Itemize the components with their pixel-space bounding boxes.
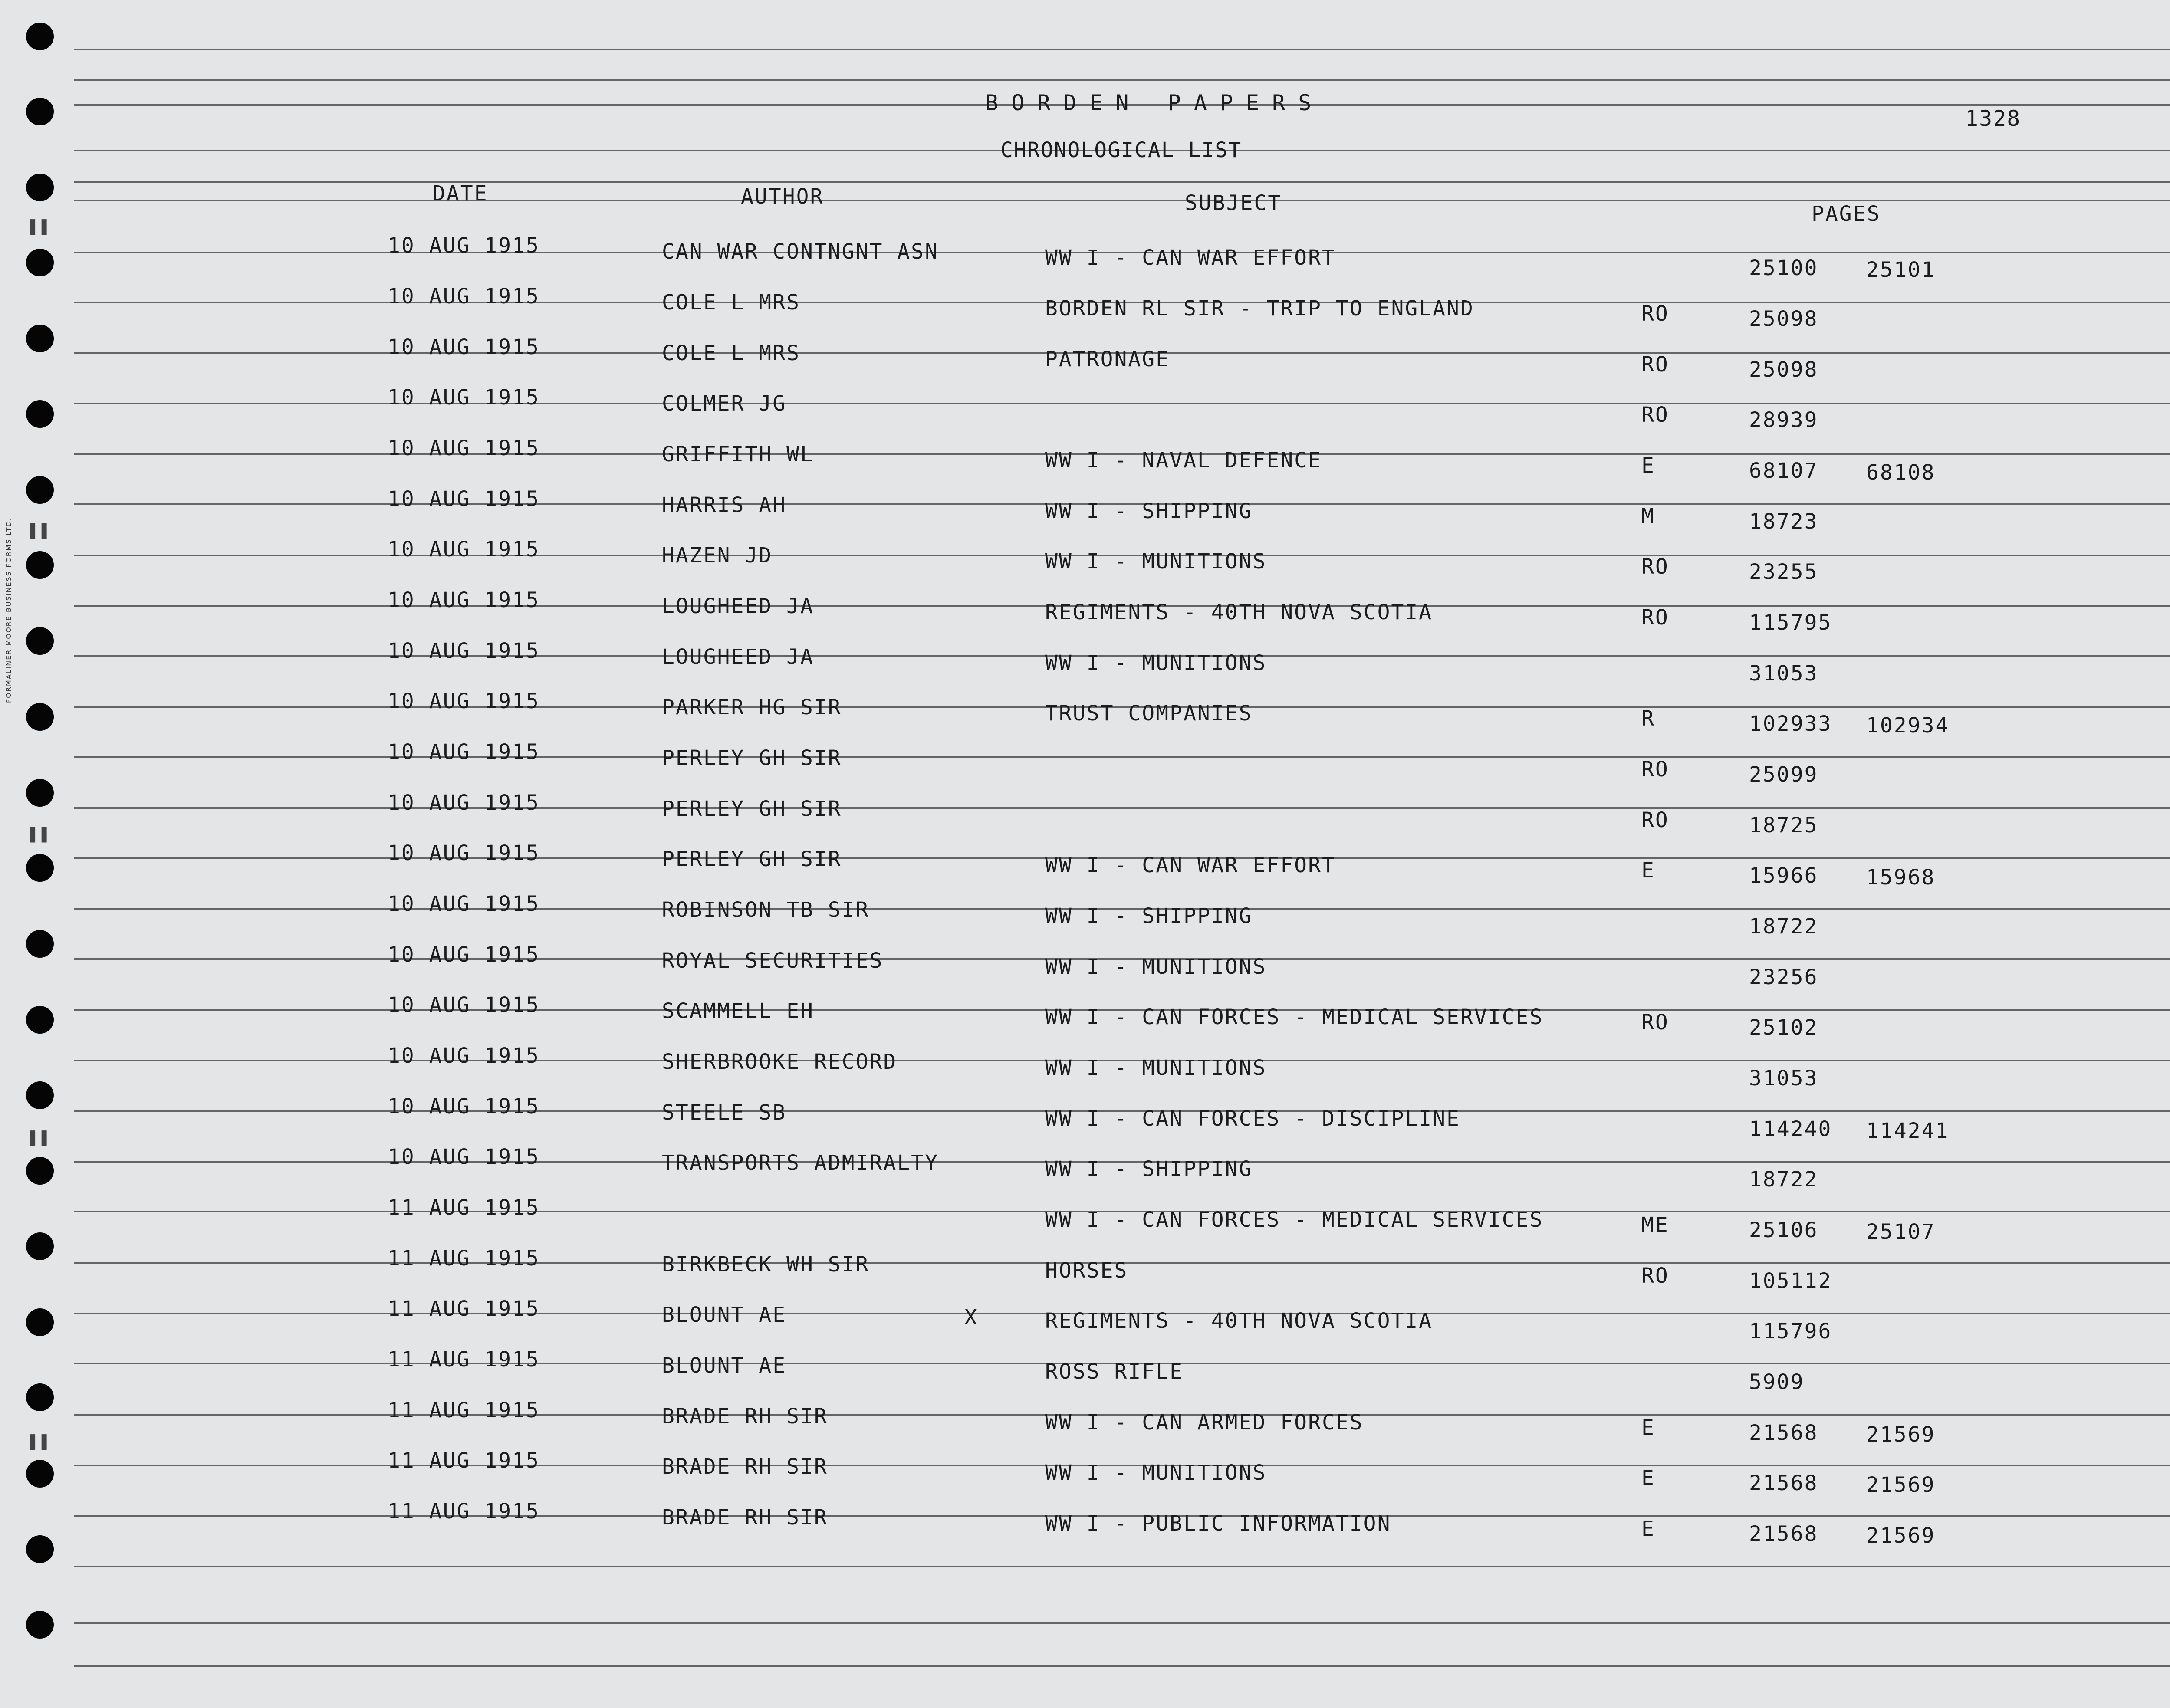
table-row: [0, 736, 2170, 787]
row-author: HARRIS AH: [662, 493, 787, 517]
rule-line: [74, 181, 2170, 183]
row-author: BRADE RH SIR: [662, 1505, 828, 1530]
document-subtitle: CHRONOLOGICAL LIST: [1000, 138, 1242, 162]
row-code: E: [1641, 453, 1655, 478]
row-date: 11 AUG 1915: [388, 1499, 540, 1524]
row-subject: WW I - MUNITIONS: [1045, 651, 1267, 675]
tractor-hole: [26, 98, 54, 125]
row-author: ROYAL SECURITIES: [662, 949, 884, 973]
row-author: SCAMMELL EH: [662, 999, 814, 1023]
row-subject: WW I - CAN ARMED FORCES: [1045, 1410, 1364, 1435]
row-page-start: 105112: [1749, 1269, 1832, 1293]
document-title: BORDEN PAPERS: [985, 90, 1325, 115]
row-author: BLOUNT AE: [662, 1303, 787, 1327]
row-author: TRANSPORTS ADMIRALTY: [662, 1151, 939, 1175]
table-row: [0, 685, 2170, 736]
row-author: COLE L MRS: [662, 290, 800, 315]
row-subject: BORDEN RL SIR - TRIP TO ENGLAND: [1045, 296, 1474, 321]
row-page-start: 102933: [1749, 712, 1832, 736]
table-row: [0, 1140, 2170, 1192]
row-page-start: 31053: [1749, 1066, 1818, 1090]
row-date: 10 AUG 1915: [388, 689, 540, 713]
perforation-mark: ❚❚: [27, 519, 50, 541]
row-page-end: 21569: [1866, 1473, 1936, 1497]
row-page-start: 25098: [1749, 358, 1818, 382]
row-subject: WW I - CAN FORCES - MEDICAL SERVICES: [1045, 1005, 1544, 1029]
row-page-end: 102934: [1866, 713, 1950, 738]
row-code: RO: [1641, 352, 1669, 377]
table-row: [0, 483, 2170, 534]
column-header-author: AUTHOR: [741, 184, 824, 209]
row-subject: ROSS RIFLE: [1045, 1360, 1184, 1384]
row-page-end: 114241: [1866, 1119, 1950, 1143]
row-code: ME: [1641, 1213, 1669, 1237]
row-page-start: 25102: [1749, 1015, 1818, 1040]
rule-line: [74, 1566, 2170, 1567]
row-page-start: 21568: [1749, 1471, 1818, 1495]
rule-line: [74, 1622, 2170, 1624]
row-date: 10 AUG 1915: [388, 436, 540, 460]
row-date: 10 AUG 1915: [388, 993, 540, 1017]
perforation-mark: ❚❚: [27, 1126, 50, 1148]
row-code: RO: [1641, 808, 1669, 832]
row-date: 10 AUG 1915: [388, 1094, 540, 1119]
row-code: RO: [1641, 757, 1669, 782]
row-author: LOUGHEED JA: [662, 594, 814, 618]
table-row: [0, 837, 2170, 888]
row-page-start: 25106: [1749, 1218, 1818, 1242]
table-row: [0, 280, 2170, 331]
row-code: E: [1641, 1416, 1655, 1440]
row-author: COLE L MRS: [662, 341, 800, 365]
table-row: [0, 533, 2170, 584]
row-date: 10 AUG 1915: [388, 791, 540, 815]
row-page-start: 18723: [1749, 509, 1818, 534]
row-page-end: 25101: [1866, 258, 1936, 282]
row-page-end: 21569: [1866, 1524, 1936, 1548]
row-page-start: 31053: [1749, 661, 1818, 686]
row-date: 10 AUG 1915: [388, 740, 540, 764]
row-page-end: 21569: [1866, 1422, 1936, 1447]
table-row: [0, 1090, 2170, 1141]
row-date: 10 AUG 1915: [388, 1044, 540, 1068]
row-page-start: 15966: [1749, 864, 1818, 888]
table-row: [0, 1444, 2170, 1495]
row-code: RO: [1641, 1264, 1669, 1288]
row-page-start: 23256: [1749, 965, 1818, 989]
tractor-hole: [26, 174, 54, 201]
row-date: 11 AUG 1915: [388, 1347, 540, 1372]
row-code: E: [1641, 1466, 1655, 1490]
row-page-end: 15968: [1866, 865, 1936, 890]
row-page-start: 115795: [1749, 611, 1832, 635]
row-date: 11 AUG 1915: [388, 1246, 540, 1271]
row-author: PERLEY GH SIR: [662, 797, 842, 821]
row-author: BRADE RH SIR: [662, 1404, 828, 1429]
row-date: 10 AUG 1915: [388, 284, 540, 309]
rule-line: [74, 49, 2170, 50]
row-code: RO: [1641, 1010, 1669, 1035]
table-row: [0, 938, 2170, 989]
row-code: E: [1641, 858, 1655, 883]
rule-line: [74, 200, 2170, 201]
tractor-hole: [26, 23, 54, 50]
row-date: 10 AUG 1915: [388, 639, 540, 663]
row-author: BIRKBECK WH SIR: [662, 1252, 870, 1277]
table-row: [0, 381, 2170, 432]
row-date: 11 AUG 1915: [388, 1196, 540, 1220]
row-page-end: 68108: [1866, 460, 1936, 485]
row-subject: WW I - SHIPPING: [1045, 904, 1253, 928]
row-subject: WW I - NAVAL DEFENCE: [1045, 448, 1322, 473]
row-subject: WW I - MUNITIONS: [1045, 1056, 1267, 1080]
row-page-start: 18722: [1749, 914, 1818, 939]
row-author: BRADE RH SIR: [662, 1455, 828, 1479]
row-subject: WW I - CAN FORCES - DISCIPLINE: [1045, 1107, 1460, 1131]
row-author: SHERBROOKE RECORD: [662, 1050, 898, 1074]
row-code: RO: [1641, 605, 1669, 630]
row-author: HAZEN JD: [662, 543, 773, 568]
row-page-start: 18722: [1749, 1167, 1818, 1192]
column-header-subject: SUBJECT: [1185, 191, 1282, 215]
table-row: [0, 989, 2170, 1040]
row-code: RO: [1641, 555, 1669, 579]
row-date: 10 AUG 1915: [388, 588, 540, 612]
row-page-start: 25099: [1749, 762, 1818, 787]
row-subject: WW I - CAN WAR EFFORT: [1045, 246, 1336, 270]
row-code: E: [1641, 1517, 1655, 1541]
row-date: 10 AUG 1915: [388, 1145, 540, 1169]
row-page-start: 25100: [1749, 256, 1818, 280]
row-date: 10 AUG 1915: [388, 841, 540, 865]
row-subject: WW I - SHIPPING: [1045, 499, 1253, 523]
row-author: ROBINSON TB SIR: [662, 898, 870, 922]
table-row: [0, 432, 2170, 483]
column-header-pages: PAGES: [1812, 202, 1881, 226]
row-subject: WW I - CAN FORCES - MEDICAL SERVICES: [1045, 1208, 1544, 1232]
row-subject: REGIMENTS - 40TH NOVA SCOTIA: [1045, 600, 1433, 624]
row-page-start: 23255: [1749, 560, 1818, 584]
row-date: 10 AUG 1915: [388, 537, 540, 562]
row-date: 10 AUG 1915: [388, 335, 540, 359]
row-code: M: [1641, 504, 1655, 529]
row-subject: HORSES: [1045, 1258, 1128, 1283]
perforation-mark: ❚❚: [27, 215, 50, 237]
row-subject: REGIMENTS - 40TH NOVA SCOTIA: [1045, 1309, 1433, 1333]
column-header-date: DATE: [433, 181, 488, 206]
row-author: PERLEY GH SIR: [662, 847, 842, 871]
table-row: [0, 1242, 2170, 1293]
page-number: 1328: [1965, 106, 2021, 131]
row-page-end: 25107: [1866, 1220, 1936, 1244]
row-author: LOUGHEED JA: [662, 645, 814, 669]
row-date: 10 AUG 1915: [388, 487, 540, 511]
row-date: 10 AUG 1915: [388, 892, 540, 916]
table-row: [0, 887, 2170, 939]
row-subject: WW I - MUNITIONS: [1045, 549, 1267, 574]
row-page-start: 114240: [1749, 1117, 1832, 1141]
table-row: [0, 1495, 2170, 1546]
row-author: COLMER JG: [662, 391, 787, 416]
row-subject: WW I - PUBLIC INFORMATION: [1045, 1511, 1391, 1536]
row-subject: WW I - CAN WAR EFFORT: [1045, 853, 1336, 877]
row-page-start: 68107: [1749, 459, 1818, 483]
row-author: CAN WAR CONTNGNT ASN: [662, 240, 939, 264]
form-manufacturer-print: FORMALINER MOORE BUSINESS FORMS LTD.: [4, 517, 13, 703]
row-date: 11 AUG 1915: [388, 1398, 540, 1422]
table-row: [0, 1394, 2170, 1445]
perforation-mark: ❚❚: [27, 822, 50, 844]
row-date: 10 AUG 1915: [388, 385, 540, 410]
table-row: [0, 1343, 2170, 1394]
row-subject: WW I - SHIPPING: [1045, 1157, 1253, 1181]
row-author: BLOUNT AE: [662, 1353, 787, 1378]
table-row: [0, 1039, 2170, 1090]
row-date: 10 AUG 1915: [388, 233, 540, 258]
table-row: [0, 1191, 2170, 1242]
row-page-start: 115796: [1749, 1319, 1832, 1343]
table-row: [0, 786, 2170, 838]
rule-line: [74, 1665, 2170, 1667]
row-subject: WW I - MUNITIONS: [1045, 1461, 1267, 1485]
table-row: [0, 1292, 2170, 1343]
row-page-start: 18725: [1749, 813, 1818, 838]
tractor-hole: [26, 1611, 54, 1639]
row-subject: TRUST COMPANIES: [1045, 701, 1253, 726]
row-author: STEELE SB: [662, 1100, 787, 1125]
row-page-start: 21568: [1749, 1421, 1818, 1445]
row-author: PARKER HG SIR: [662, 695, 842, 719]
row-page-start: 28939: [1749, 408, 1818, 432]
row-subject: PATRONAGE: [1045, 347, 1170, 371]
table-row: [0, 634, 2170, 686]
table-row: [0, 584, 2170, 635]
row-code: RO: [1641, 302, 1669, 326]
row-date: 11 AUG 1915: [388, 1297, 540, 1321]
perforation-mark: ❚❚: [27, 1430, 50, 1452]
row-author: GRIFFITH WL: [662, 442, 814, 466]
row-flag: X: [964, 1305, 978, 1330]
row-author: PERLEY GH SIR: [662, 746, 842, 770]
table-row: [0, 331, 2170, 382]
row-subject: WW I - MUNITIONS: [1045, 955, 1267, 979]
row-page-start: 5909: [1749, 1370, 1805, 1394]
row-page-start: 25098: [1749, 307, 1818, 331]
row-code: R: [1641, 706, 1655, 731]
rule-line: [74, 79, 2170, 81]
row-date: 10 AUG 1915: [388, 943, 540, 967]
row-date: 11 AUG 1915: [388, 1449, 540, 1473]
row-page-start: 21568: [1749, 1522, 1818, 1546]
row-code: RO: [1641, 403, 1669, 427]
table-row: [0, 229, 2170, 280]
